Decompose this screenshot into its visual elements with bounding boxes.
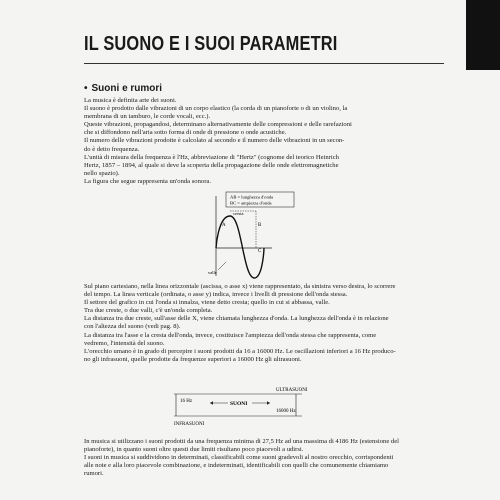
sound-wave-figure <box>200 190 310 280</box>
text-line: La distanza tra due creste, sull'asse delle X, viene chiamata lunghezza d'onda. La lunghezza dell'onda è in relazione <box>84 315 389 323</box>
wave-label-cresta: cresta <box>233 211 244 216</box>
paragraph-intro <box>84 97 420 186</box>
text-line: La musica è definita arte dei suoni. <box>84 97 177 104</box>
text-line: Il numero delle vibrazioni prodotte è calcolato al secondo e il numero delle vibrazioni in un secon- <box>84 137 345 145</box>
text-line: rumori. <box>84 470 104 478</box>
wave-label-b: B <box>258 223 262 228</box>
text-line: La figura che segue rappresenta un'onda sonora. <box>84 177 211 185</box>
suoni-arrowhead-right <box>267 401 270 405</box>
title-rule <box>84 63 444 64</box>
text-line: do è detto frequenza. <box>84 145 140 153</box>
black-corner-tab <box>466 0 500 70</box>
wave-label-a: A <box>222 223 226 228</box>
text-line: L'unità di misura della frequenza è l'Hz, abbreviazione di "Hertz" (cognome del teorico Heinrich <box>84 153 339 161</box>
text-line: Il settore del grafico in cui l'onda si innalza, viene detto cresta; quello in cui si abbassa, valle. <box>84 299 330 307</box>
text-line: membrana di un tamburo, le corde vocali, ecc.). <box>84 113 211 121</box>
valle-pointer <box>218 262 226 270</box>
text-line: che si diffondono nell'aria sotto forma di onde di pressione o onde acustiche. <box>84 129 287 137</box>
wave-legend-ab: AB = lunghezza d'onda <box>230 194 274 200</box>
freq-label-ultra: ULTRASUONI <box>276 388 308 393</box>
text-line: Il suono è prodotto dalle vibrazioni di un corpo elastico (la corda di un pianoforte o di un violino, la <box>84 105 348 113</box>
text-line: Sul piano cartesiano, nella linea orizzontale (ascissa, o asse x) viene rappresentato, da sinistra verso destra, lo scorrere <box>84 283 396 290</box>
text-line: del tempo. La linea verticale (ordinata, o asse y) indica, invece i livelli di pressione dell'onda stessa. <box>84 291 348 299</box>
text-line: no gli infrasuoni, quelle prodotte da frequenze superiori a 16000 Hz gli ultrasuoni. <box>84 355 302 363</box>
freq-label-16000: 16000 Hz <box>276 409 296 414</box>
text-line: Queste vibrazioni, propagandosi, determinano alternativamente delle compressioni e delle rarefazioni <box>84 121 352 129</box>
page-title: IL SUONO E I SUOI PARAMETRI <box>84 33 338 55</box>
text-line: nello spazio). <box>84 169 120 177</box>
section-heading <box>84 83 162 94</box>
paragraph-music-sounds <box>84 438 420 478</box>
text-line: con l'altezza del suono (vedi pag. 8). <box>84 323 181 331</box>
section-title: Suoni e rumori <box>91 83 163 94</box>
wave-legend-bc: BC = ampiezza d'onda <box>230 200 272 206</box>
section-bullet: • <box>84 83 88 94</box>
text-line: vedremo, l'intensità del suono. <box>84 339 165 347</box>
frequency-range-figure <box>172 380 332 430</box>
paragraph-cartesian <box>84 283 420 364</box>
text-line: pianoforte), in quanto suoni oltre questi due limiti risultano poco piacevoli a udirsi. <box>84 446 304 454</box>
freq-label-suoni: SUONI <box>230 401 248 407</box>
text-line: La distanza tra l'asse e la cresta dell'onda, invece, costituisce l'ampiezza dell'onda stessa che rappresenta, come <box>84 331 377 339</box>
text-line: L'orecchio umano è in grado di percepire i suoni prodotti da 16 a 16000 Hz. Le oscillazioni inferiori a 16 Hz produco- <box>84 347 396 355</box>
text-line: alle note e alla loro piacevole combinazione, e indeterminati, identificabili con quelli che comunemente chiamiamo <box>84 462 389 470</box>
wave-label-valle: valle <box>208 270 217 275</box>
freq-label-infra: INFRASUONI <box>174 422 205 427</box>
freq-label-16: 16 Hz <box>180 399 193 404</box>
text-line: I suoni in musica si suddividono in determinati, classificabili come suoni gradevoli al nostro orecchio, corrispondenti <box>84 454 394 462</box>
text-line: In musica si utilizzano i suoni prodotti da una frequenza minima di 27,5 Hz ad una massima di 4186 Hz (estensione del <box>84 438 399 445</box>
wave-label-c: C <box>258 249 262 254</box>
text-line: Hertz, 1857 – 1894, al quale si deve la scoperta della propagazione delle onde elettromagnetiche <box>84 161 339 169</box>
text-line: Tra due creste, o due valli, c'è un'onda completa. <box>84 307 213 315</box>
suoni-arrowhead-left <box>210 401 213 405</box>
